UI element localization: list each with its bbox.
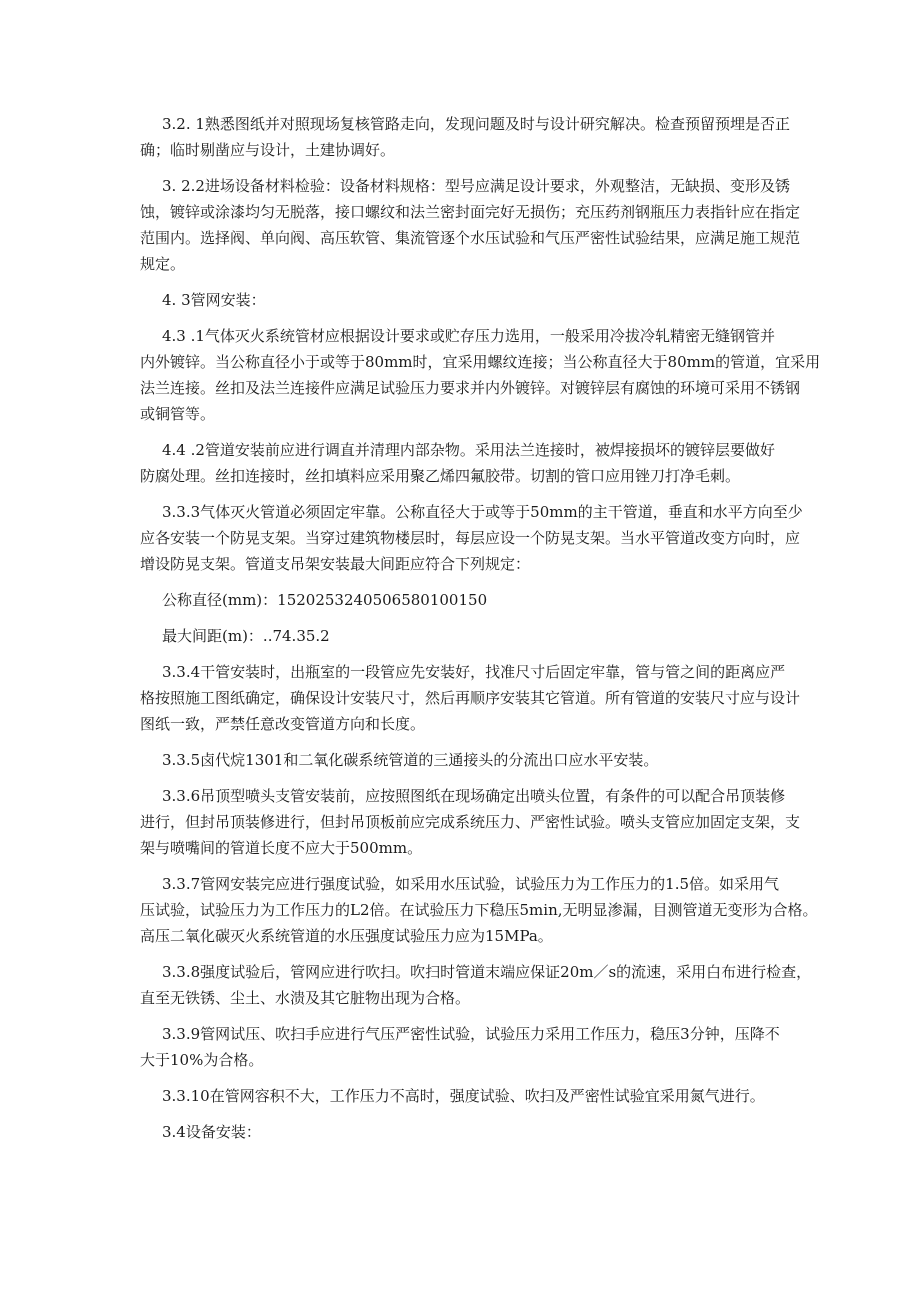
paragraph-4-3-1 <box>140 323 821 427</box>
paragraph-3-3-10 <box>162 1083 818 1109</box>
text-line: 3.4设备安装： <box>162 1123 261 1141</box>
text-line: 4. 3管网安装： <box>162 291 266 309</box>
text-line: 增设防晃支架。管道支吊架安装最大间距应符合下列规定： <box>140 555 531 573</box>
text-line: 或铜管等。 <box>140 405 216 423</box>
text-line: 进行，但封吊顶装修进行，但封吊顶板前应完成系统压力、严密性试验。喷头支管应加固定支架，支 <box>140 813 801 831</box>
text-line: 4.4 .2管道安装前应进行调直并清理内部杂物。采用法兰连接时，被焊接损坏的镀锌层要做好 <box>162 441 775 459</box>
paragraph-3-3-4 <box>140 659 818 737</box>
text-line: 架与喷嘴间的管道长度不应大于500mm。 <box>140 839 423 857</box>
text-line: 3.3.5卤代烷1301和二氧化碳系统管道的三通接头的分流出口应水平安装。 <box>162 751 659 769</box>
max-spacing-line <box>162 623 818 649</box>
text-line: 防腐处理。丝扣连接时，丝扣填料应采用聚乙烯四氟胶带。切割的管口应用锉刀打净毛刺。 <box>140 467 741 485</box>
paragraph-3-2-1 <box>140 111 818 163</box>
nominal-diameter-line <box>162 587 818 613</box>
text-line: 应各安装一个防晃支架。当穿过建筑物楼层时，每层应设一个防晃支架。当水平管道改变方向时，应 <box>140 529 801 547</box>
text-line: 3.3.3气体灭火管道必须固定牢靠。公称直径大于或等于50mm的主干管道，垂直和水平方向至少 <box>162 503 803 521</box>
heading-pipe-network-installation <box>162 287 818 313</box>
text-line: 大于10%为合格。 <box>140 1051 264 1069</box>
text-line: 3.3.4干管安装时，出瓶室的一段管应先安装好，找准尺寸后固定牢靠，管与管之间的距离应严 <box>162 663 786 681</box>
text-line: 图纸一致，严禁任意改变管道方向和长度。 <box>140 715 426 733</box>
text-line: 蚀，镀锌或涂漆均匀无脱落，接口螺纹和法兰密封面完好无损伤；充压药剂钢瓶压力表指针应在指定 <box>140 203 801 221</box>
text-line: 最大间距(m)：..74.35.2 <box>162 627 330 645</box>
text-line: 3.2. 1熟悉图纸并对照现场复核管路走向，发现问题及时与设计研究解决。检查预留预埋是否正 <box>162 115 790 133</box>
paragraph-3-3-5 <box>162 747 818 773</box>
text-line: 3.3.7管网安装完应进行强度试验，如采用水压试验，试验压力为工作压力的1.5倍。如采用气 <box>162 875 780 893</box>
heading-equipment-installation <box>162 1119 818 1145</box>
text-line: 确；临时剔凿应与设计，土建协调好。 <box>140 141 396 159</box>
text-line: 3.3.9管网试压、吹扫手应进行气压严密性试验，试验压力采用工作压力，稳压3分钟，压降不 <box>162 1025 780 1043</box>
text-line: 内外镀锌。当公称直径小于或等于80mm时，宜采用螺纹连接；当公称直径大于80mm的管道，宜采用 <box>140 353 821 371</box>
text-line: 直至无铁锈、尘土、水溃及其它脏物出现为合格。 <box>140 989 471 1007</box>
text-line: 3.3.8强度试验后，管网应进行吹扫。吹扫时管道末端应保证20m／s的流速，采用白布进行检查， <box>162 963 812 981</box>
paragraph-3-3-3 <box>140 499 818 577</box>
paragraph-3-3-8 <box>140 959 818 1011</box>
text-line: 3. 2.2进场设备材料检验：设备材料规格：型号应满足设计要求，外观整洁，无缺损、变形及锈 <box>162 177 790 195</box>
paragraph-3-3-6 <box>140 783 818 861</box>
paragraph-4-4-2 <box>140 437 818 489</box>
text-line: 高压二氧化碳灭火系统管道的水压强度试验压力应为15MPa。 <box>140 927 553 945</box>
paragraph-3-2-2 <box>140 173 818 277</box>
text-line: 格按照施工图纸确定，确保设计安装尺寸，然后再顺序安装其它管道。所有管道的安装尺寸应与设计 <box>140 689 801 707</box>
text-line: 范围内。选择阀、单向阀、高压软管、集流管逐个水压试验和气压严密性试验结果，应满足施工规范 <box>140 229 801 247</box>
text-line: 压试验，试验压力为工作压力的L2倍。在试验压力下稳压5min,无明显渗漏，目测管道无变形为合格。 <box>140 901 818 919</box>
paragraph-3-3-9 <box>140 1021 818 1073</box>
text-line: 4.3 .1气体灭火系统管材应根据设计要求或贮存压力选用，一般采用冷拔冷轧精密无缝钢管并 <box>162 327 775 345</box>
text-line: 3.3.6吊顶型喷头支管安装前，应按照图纸在现场确定出喷头位置，有条件的可以配合吊顶装修 <box>162 787 786 805</box>
paragraph-3-3-7 <box>140 871 818 949</box>
text-line: 规定。 <box>140 255 186 273</box>
text-line: 公称直径(mm)：1520253240506580100150 <box>162 591 488 609</box>
text-line: 法兰连接。丝扣及法兰连接件应满足试验压力要求并内外镀锌。对镀锌层有腐蚀的环境可采用不锈钢 <box>140 379 801 397</box>
text-line: 3.3.10在管网容积不大，工作压力不高时，强度试验、吹扫及严密性试验宜采用氮气进行。 <box>162 1087 765 1105</box>
